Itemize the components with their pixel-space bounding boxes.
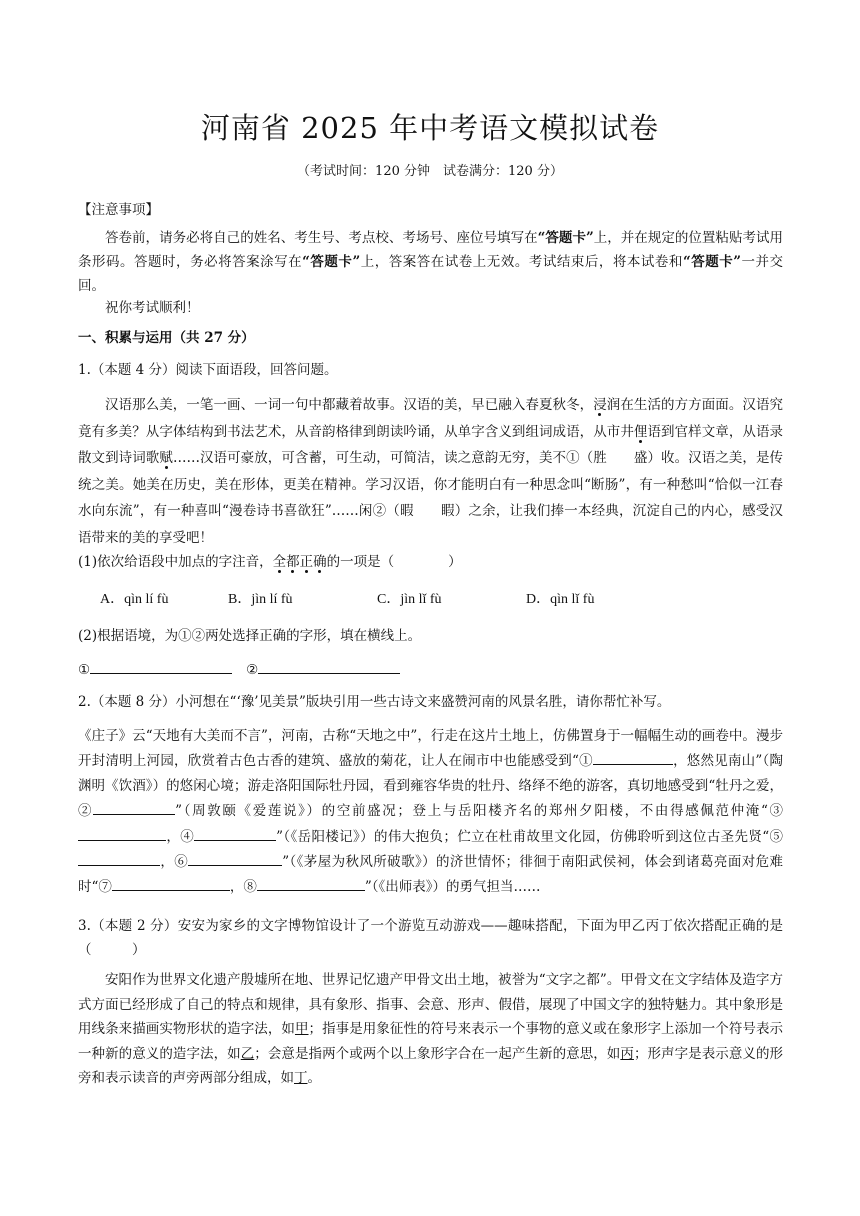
good-luck-text: 祝你考试顺利！ [105,300,200,316]
answer-card-term: “答题卡” [682,254,742,270]
dotted-phrase [273,554,327,570]
option-a[interactable]: A．qìn lí fù [100,592,169,607]
passage-text: ”（《岳阳楼记》）的伟大抱负；伫立在杜甫故里文化园，仿佛聆听到这位古圣先贤“⑤ [276,828,783,845]
answer-blanks [78,657,783,682]
notice-text: 上，并在规定的位置粘贴考试用条形码。答题时，务必将答案涂写在 [78,230,784,270]
dotted-char: 俚 [633,423,648,440]
answer-card-term: “答题卡” [537,230,594,246]
section-heading: 一、积累与运用（共 27 分） [78,330,255,346]
question-1-sub2: (2)根据语境，为①②两处选择正确的字形，填在横线上。 [78,628,422,644]
option-b[interactable]: B．jìn lí fù [228,592,293,607]
sub-question-text: (1)依次给语段中加点的字注音， [78,554,273,570]
question-1-passage [78,392,783,551]
passage-text: ”（《出师表》）的勇气担当…… [364,879,541,896]
notice-text: 上，答案答在试卷上无效。考试结束后，将本试卷和 [360,254,683,270]
poem-blank-5[interactable] [78,849,160,866]
passage-text: ，⑧ [229,879,257,896]
poem-blank-6[interactable] [188,849,282,866]
option-d[interactable]: D．qìn lǐ fù [526,592,595,607]
passage-text: ，悠然见南山”（陶渊明《饮酒》）的悠闲心境；游走洛阳国际牡丹园，看到雍容华贵的牡丹、络绎不绝的游客，真切地感受到“牡丹之爱，② [78,753,783,820]
notice-text: 一并交回。 [78,254,784,294]
blank-label: ② [246,662,259,678]
poem-blank-4[interactable] [194,824,276,841]
poem-blank-8[interactable] [257,874,365,891]
passage-text: ”（周敦颐《爱莲说》）的空前盛况；登上与岳阳楼齐名的郑州夕阳楼，不由得感佩范仲淹“③ [175,803,783,820]
notice-text: 答卷前，请务必将自己的姓名、考生号、考点校、考场号、座位号填写在 [105,230,538,246]
poem-blank-1[interactable] [593,748,673,765]
answer-blank-2[interactable] [258,657,400,674]
dotted-char: 确 [313,554,327,570]
dotted-char: 赋 [159,450,173,466]
option-c[interactable]: C．jìn lǐ fù [377,592,442,607]
question-1-stem: 1.（本题 4 分）阅读下面语段，回答问题。 [78,362,338,378]
dotted-char: 正 [299,554,314,570]
passage-text: 汉语那么美，一笔一画、一词一句中都藏着故事。汉语的美，早已融入春夏秋冬， [105,397,594,413]
notice-heading: 【注意事项】 [78,202,159,218]
blank-label: ① [78,662,91,678]
answer-blank-1[interactable] [90,657,232,674]
passage-text: ，⑥ [160,854,189,871]
sub-question-text: 的一项是（ ） [326,554,462,570]
exam-info: （考试时间：120 分钟 试卷满分：120 分） [297,164,563,179]
poem-blank-7[interactable] [112,874,230,891]
question-2-stem: 2.（本题 8 分）小河想在“‘豫’见美景”版块引用一些古诗文来盛赞河南的风景名胜，请你帮忙补写。 [78,694,671,710]
passage-text: 安阳作为世界文化遗产殷墟所在地、世界记忆遗产甲骨文出土地，被誉为“文字之都”。甲骨文在文字结体及造字方式方面已经形成了自己的特点和规律，具有象形、指事、会意、形声、假借，展现了中国文字的独特魅力。其中象形是用线条来描画实物形状的造字法，如 [78,972,783,1037]
passage-text: ；指事是用象征性的符号来表示一个事物的意义或在象形字上添加一个符号表示一种新的意义的造字法，如 [78,1021,784,1062]
notice-paragraph [78,226,783,298]
passage-text: ；会意是指两个或两个以上象形字合在一起产生新的意思，如 [254,1045,621,1062]
passage-text: ；形声字是表示意义的形旁和表示读音的声旁两部分组成，如 [78,1045,784,1086]
question-1-sub1 [78,550,783,574]
underlined-label-yi: 乙 [240,1045,255,1062]
passage-text: 《庄子》云“天地有大美而不言”，河南，古称“天地之中”，行走在这片土地上，仿佛置身于一幅幅生动的画卷中。漫步开封清明上河园，欣赏着古色古香的建筑、盛放的菊花，让人在闹市中也能感受到“① [78,728,783,770]
dotted-chars [273,554,327,570]
choice-options [100,588,780,612]
dotted-char: 都 [286,554,300,570]
passage-text: ，④ [166,828,195,845]
underlined-label-jia: 甲 [294,1021,309,1037]
passage-text: 润在生活的方方面面。汉语究竟有多美？从字体结构到书法艺术，从音韵格律到朗读吟诵，从单字含义到组词成语，从市井 [78,397,784,440]
passage-text: ”（《茅屋为秋风所破歌》）的济世情怀；徘徊于南阳武侯祠，体会到诸葛亮面对危难时“⑦ [78,854,784,896]
poem-blank-3[interactable] [78,824,166,841]
dotted-char: 浸 [593,397,607,413]
passage-text: 语到官样文章，从语录散文到诗词歌 [78,423,784,466]
underlined-label-ding: 丁 [294,1070,308,1086]
passage-text: ……汉语可豪放，可含蓄，可生动，可简洁，读之意韵无穷，美不①（胜 盛）收。汉语之美，是传统之美。她美在历史，美在形体，更美在精神。学习汉语，你才能明白有一种思念叫“断肠”，有一种愁叫“恰似一江春水向东流”，有一种喜叫“漫卷诗书喜欲狂”……闲②（暇 睱）之余，让我们捧一本经典，沉淀自己的内心，感受汉语带来的美的享受吧！ [78,450,784,546]
dotted-char: 全 [272,554,287,570]
passage-text: 。 [307,1070,321,1086]
question-2-passage [78,724,783,900]
question-3-passage [78,968,783,1091]
answer-card-term: “答题卡” [302,254,361,270]
underlined-label-bing: 丙 [620,1045,634,1062]
poem-blank-2[interactable] [93,798,175,815]
question-3-stem: 3.（本题 2 分）安安为家乡的文字博物馆设计了一个游览互动游戏——趣味搭配，下面为甲乙丙丁依次搭配正确的是（ ） [78,918,783,958]
page-title: 河南省 2025 年中考语文模拟试卷 [200,111,660,145]
